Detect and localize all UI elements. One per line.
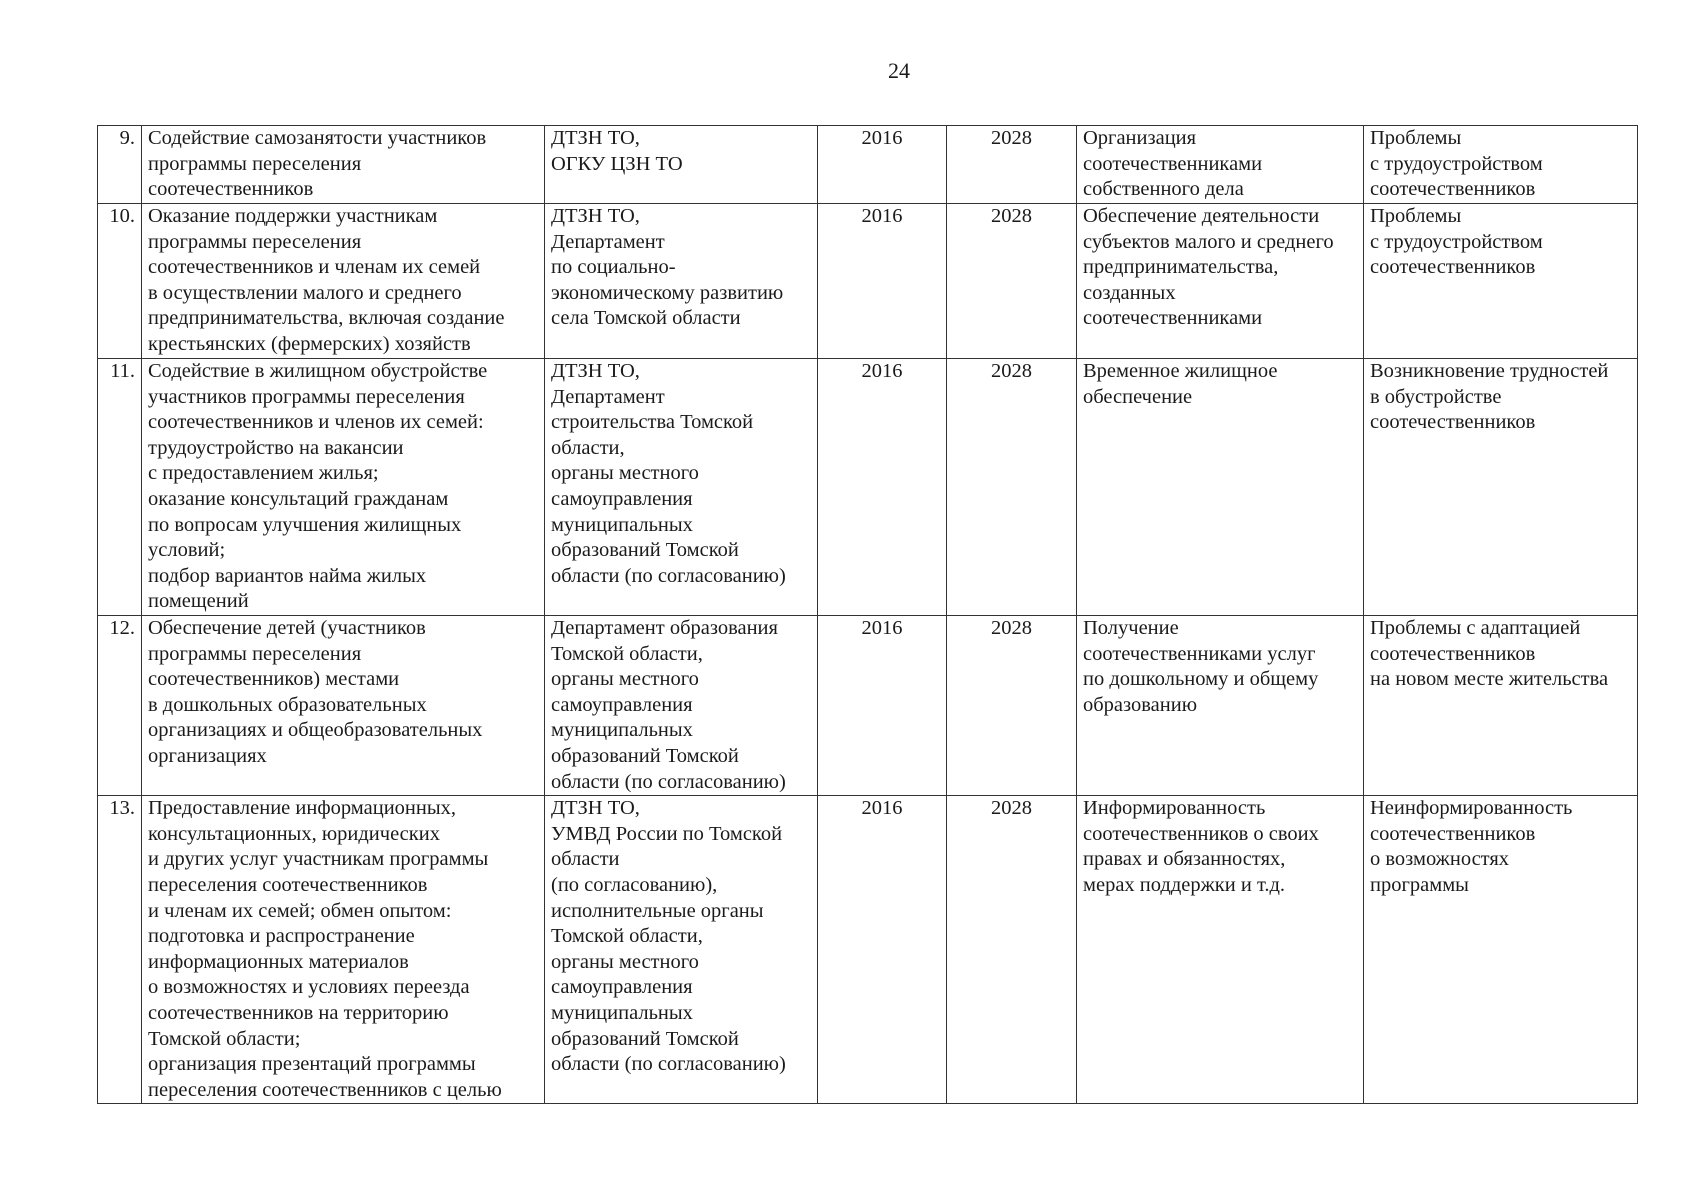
table-row — [98, 359, 1638, 616]
executor-line: Департамент — [551, 385, 665, 408]
result-cell — [1077, 204, 1364, 359]
result-cell — [1077, 359, 1364, 616]
executor-line: (по согласованию), — [551, 873, 718, 896]
risks-line: Проблемы с адаптацией — [1370, 617, 1581, 639]
table-body — [98, 126, 1638, 1104]
risks-line: Проблемы — [1370, 205, 1462, 227]
measure-cell — [142, 616, 545, 796]
risks-line: с трудоустройством — [1370, 230, 1543, 253]
table-row — [98, 126, 1638, 204]
start-year-cell: 2016 — [818, 616, 947, 796]
result-cell — [1077, 126, 1364, 204]
start-year-cell: 2016 — [818, 126, 947, 204]
executor-line: образований Томской — [551, 539, 739, 562]
end-year-cell: 2028 — [947, 796, 1077, 1104]
measure-line: о возможностях и условиях переезда — [148, 976, 470, 999]
risks-line: программы — [1370, 873, 1469, 896]
result-line: соотечественниками услуг — [1083, 642, 1316, 665]
executor-cell — [545, 796, 818, 1104]
result-line: Обеспечение деятельности — [1083, 205, 1320, 227]
executor-line: экономическому развитию — [551, 281, 784, 304]
executor-cell — [545, 204, 818, 359]
measure-line: крестьянских (фермерских) хозяйств — [148, 332, 471, 355]
row-number-cell: 9. — [98, 126, 142, 204]
measure-line: с предоставлением жилья; — [148, 462, 379, 485]
measure-line: предпринимательства, включая создание — [148, 307, 505, 330]
executor-line: области (по согласованию) — [551, 564, 786, 587]
table-row — [98, 204, 1638, 359]
executor-line: образований Томской — [551, 744, 739, 767]
executor-line: органы местного — [551, 668, 699, 691]
result-cell — [1077, 616, 1364, 796]
measure-line: переселения соотечественников — [148, 873, 428, 896]
risks-line: соотечественников — [1370, 411, 1536, 434]
row-number-cell: 10. — [98, 204, 142, 359]
risks-cell — [1364, 204, 1638, 359]
measure-line: трудоустройство на вакансии — [148, 436, 404, 459]
result-line: по дошкольному и общему — [1083, 668, 1319, 691]
measure-line: в дошкольных образовательных — [148, 693, 427, 716]
row-number-cell: 12. — [98, 616, 142, 796]
measure-line: организациях и общеобразовательных — [148, 719, 483, 742]
page-number: 24 — [888, 58, 910, 83]
executor-line: Департамент образования — [551, 617, 778, 639]
measure-line: подготовка и распространение — [148, 925, 415, 948]
row-number-cell: 11. — [98, 359, 142, 616]
result-line: Организация — [1083, 127, 1197, 149]
executor-line: ДТЗН ТО, — [551, 797, 640, 820]
start-year-cell: 2016 — [818, 359, 947, 616]
measure-line: условий; — [148, 539, 226, 562]
result-line: соотечественниками — [1083, 152, 1263, 175]
risks-line: Проблемы — [1370, 127, 1462, 149]
executor-line: Томской области, — [551, 925, 703, 948]
measure-line: информационных материалов — [148, 950, 409, 973]
measure-cell — [142, 204, 545, 359]
risks-line: на новом месте жительства — [1370, 668, 1609, 691]
measure-line: по вопросам улучшения жилищных — [148, 513, 462, 536]
measure-line: Содействие самозанятости участников — [148, 127, 487, 149]
end-year-cell: 2028 — [947, 359, 1077, 616]
measure-line: консультационных, юридических — [148, 822, 440, 845]
result-line: правах и обязанностях, — [1083, 848, 1286, 871]
measure-line: соотечественников и членов их семей: — [148, 411, 484, 434]
row-number-cell: 13. — [98, 796, 142, 1104]
measure-line: в осуществлении малого и среднего — [148, 281, 462, 304]
table-row — [98, 796, 1638, 1104]
executor-line: УМВД России по Томской — [551, 822, 783, 845]
measure-line: Оказание поддержки участникам — [148, 205, 438, 227]
risks-line: соотечественников — [1370, 256, 1536, 279]
executor-line: образований Томской — [551, 1027, 739, 1050]
measure-line: помещений — [148, 590, 249, 613]
measure-line: Содействие в жилищном обустройстве — [148, 360, 488, 382]
measure-line: и членам их семей; обмен опытом: — [148, 899, 452, 922]
risks-cell — [1364, 796, 1638, 1104]
executor-line: села Томской области — [551, 307, 741, 330]
measure-line: и других услуг участникам программы — [148, 848, 489, 871]
end-year-cell: 2028 — [947, 126, 1077, 204]
risks-line: в обустройстве — [1370, 385, 1502, 408]
risks-line: с трудоустройством — [1370, 152, 1543, 175]
measure-line: соотечественников — [148, 178, 314, 201]
table-row — [98, 616, 1638, 796]
result-line: обеспечение — [1083, 385, 1193, 408]
executor-line: органы местного — [551, 462, 699, 485]
executor-line: исполнительные органы — [551, 899, 764, 922]
executor-cell — [545, 359, 818, 616]
executor-line: Томской области, — [551, 642, 703, 665]
result-line: соотечественников о своих — [1083, 822, 1319, 845]
executor-line: муниципальных — [551, 513, 693, 536]
start-year-cell: 2016 — [818, 796, 947, 1104]
measure-line: подбор вариантов найма жилых — [148, 564, 427, 587]
measure-line: Томской области; — [148, 1027, 301, 1050]
risks-line: соотечественников — [1370, 178, 1536, 201]
executor-cell — [545, 126, 818, 204]
result-line: предпринимательства, — [1083, 256, 1279, 279]
measure-line: участников программы переселения — [148, 385, 465, 408]
executor-line: органы местного — [551, 950, 699, 973]
executor-line: Департамент — [551, 230, 665, 253]
risks-line: Возникновение трудностей — [1370, 360, 1609, 382]
start-year-cell: 2016 — [818, 204, 947, 359]
executor-line: самоуправления — [551, 693, 693, 716]
measure-line: программы переселения — [148, 230, 362, 253]
executor-cell — [545, 616, 818, 796]
executor-line: ОГКУ ЦЗН ТО — [551, 152, 683, 175]
measure-cell — [142, 796, 545, 1104]
risks-line: соотечественников — [1370, 642, 1536, 665]
result-line: созданных — [1083, 281, 1176, 304]
risks-line: о возможностях — [1370, 848, 1510, 871]
executor-line: самоуправления — [551, 487, 693, 510]
measure-line: организациях — [148, 744, 267, 767]
result-line: Информированность — [1083, 797, 1266, 820]
result-line: субъектов малого и среднего — [1083, 230, 1334, 253]
measure-line: программы переселения — [148, 152, 362, 175]
result-line: соотечественниками — [1083, 307, 1263, 330]
measure-line: соотечественников и членам их семей — [148, 256, 481, 279]
risks-line: Неинформированность — [1370, 797, 1573, 820]
executor-line: области, — [551, 436, 625, 459]
end-year-cell: 2028 — [947, 204, 1077, 359]
measure-line: оказание консультаций гражданам — [148, 487, 449, 510]
executor-line: муниципальных — [551, 1001, 693, 1024]
measure-line: Предоставление информационных, — [148, 797, 457, 820]
end-year-cell: 2028 — [947, 616, 1077, 796]
executor-line: ДТЗН ТО, — [551, 205, 640, 227]
measure-line: соотечественников на территорию — [148, 1001, 449, 1024]
result-line: образованию — [1083, 693, 1198, 716]
executor-line: самоуправления — [551, 976, 693, 999]
measure-line: Обеспечение детей (участников — [148, 617, 426, 639]
risks-cell — [1364, 126, 1638, 204]
result-cell — [1077, 796, 1364, 1104]
executor-line: строительства Томской — [551, 411, 754, 434]
measures-table — [97, 125, 1638, 1104]
executor-line: по социально- — [551, 256, 676, 279]
result-line: Получение — [1083, 617, 1179, 639]
measure-cell — [142, 126, 545, 204]
risks-line: соотечественников — [1370, 822, 1536, 845]
measure-line: соотечественников) местами — [148, 668, 400, 691]
measure-line: переселения соотечественников с целью — [148, 1078, 502, 1101]
measure-cell — [142, 359, 545, 616]
measure-line: организация презентаций программы — [148, 1053, 476, 1076]
executor-line: области (по согласованию) — [551, 770, 786, 793]
executor-line: муниципальных — [551, 719, 693, 742]
executor-line: ДТЗН ТО, — [551, 360, 640, 382]
executor-line: области — [551, 848, 620, 871]
risks-cell — [1364, 616, 1638, 796]
result-line: мерах поддержки и т.д. — [1083, 873, 1286, 896]
measure-line: программы переселения — [148, 642, 362, 665]
executor-line: области (по согласованию) — [551, 1053, 786, 1076]
result-line: собственного дела — [1083, 178, 1244, 201]
result-line: Временное жилищное — [1083, 360, 1278, 382]
risks-cell — [1364, 359, 1638, 616]
executor-line: ДТЗН ТО, — [551, 127, 640, 149]
